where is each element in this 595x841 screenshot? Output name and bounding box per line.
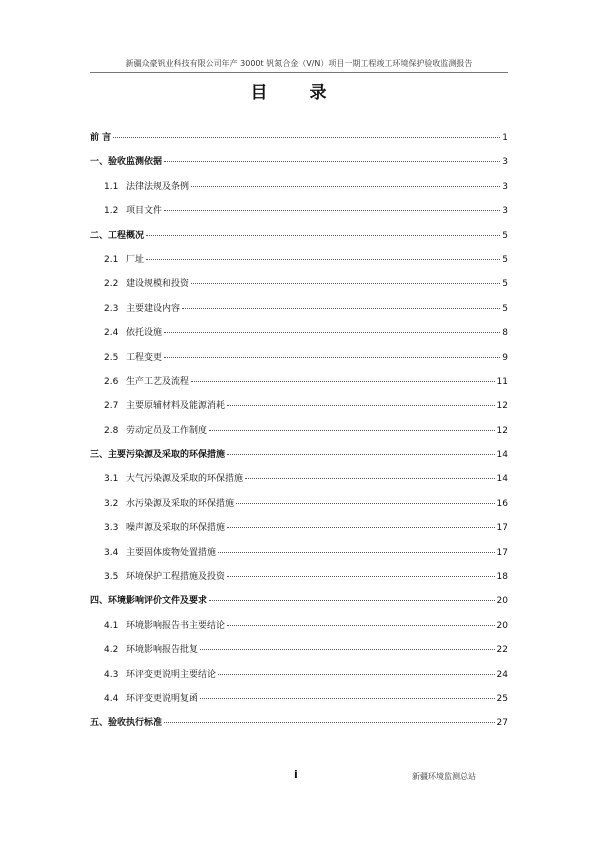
toc-entry-label: 环境保护工程措施及投资 xyxy=(126,572,226,583)
dot-leader xyxy=(182,308,500,309)
toc-section-entry[interactable] xyxy=(90,423,508,447)
toc-entry-label: 环境影响报告书主要结论 xyxy=(126,620,226,631)
toc-section-entry[interactable] xyxy=(90,203,508,227)
toc-entry-label: 水污染源及采取的环保措施 xyxy=(126,498,235,509)
toc-section-entry[interactable] xyxy=(90,667,508,691)
toc-section-entry[interactable] xyxy=(90,398,508,422)
toc-section-entry[interactable] xyxy=(90,618,508,642)
toc-entry-label: 依托设施 xyxy=(126,328,163,339)
toc-entry-page: 12 xyxy=(496,401,508,412)
toc-chapter-entry[interactable] xyxy=(90,715,508,739)
toc-section-entry[interactable] xyxy=(90,276,508,300)
toc-entry-page: 20 xyxy=(496,596,508,607)
toc-entry-label: 建设规模和投资 xyxy=(126,279,190,290)
toc-section-entry[interactable] xyxy=(90,252,508,276)
toc-section-entry[interactable] xyxy=(90,569,508,593)
toc-entry-number: 2.4 xyxy=(104,328,119,339)
dot-leader xyxy=(200,649,495,650)
toc-entry-number: 2.2 xyxy=(104,279,119,290)
toc-entry-page: 25 xyxy=(496,693,508,704)
toc-entry-page: 27 xyxy=(496,718,508,729)
toc-entry-label: 劳动定员及工作制度 xyxy=(126,425,208,436)
toc-entry-number: 2.6 xyxy=(104,376,119,387)
dot-leader xyxy=(164,332,500,333)
toc-entry-number: 1.1 xyxy=(104,181,119,192)
dot-leader xyxy=(245,478,495,479)
dot-leader xyxy=(218,552,495,553)
toc-chapter-entry[interactable] xyxy=(90,593,508,617)
toc-entry-label: 前 言 xyxy=(90,133,112,143)
toc-entry-page: 5 xyxy=(502,254,508,265)
dot-leader xyxy=(227,527,495,528)
toc-entry-number: 2.8 xyxy=(104,425,119,436)
toc-entry-number: 3.1 xyxy=(104,474,119,485)
toc-entry-page: 17 xyxy=(496,523,508,534)
dot-leader xyxy=(146,259,500,260)
toc-entry-label: 三、主要污染源及采取的环保措施 xyxy=(90,450,226,461)
toc-entry-number: 4.2 xyxy=(104,645,119,656)
dot-leader xyxy=(227,576,495,577)
toc-entry-page: 1 xyxy=(502,133,508,143)
toc-entry-label: 项目文件 xyxy=(126,206,163,217)
toc-entry-page: 11 xyxy=(496,376,508,387)
toc-entry-page: 5 xyxy=(502,279,508,290)
toc-entry-label: 环评变更说明复函 xyxy=(126,693,199,704)
toc-chapter-entry[interactable] xyxy=(90,154,508,178)
toc-entry-page: 5 xyxy=(502,230,508,241)
toc-entry-page: 9 xyxy=(502,352,508,363)
dot-leader xyxy=(209,430,495,431)
toc-entry-label: 生产工艺及流程 xyxy=(126,376,190,387)
toc-entry-page: 8 xyxy=(502,328,508,339)
toc-section-entry[interactable] xyxy=(90,374,508,398)
toc-entry-number: 2.1 xyxy=(104,254,119,265)
toc-entry-label: 一、验收监测依据 xyxy=(90,157,163,168)
dot-leader xyxy=(200,698,495,699)
toc-entry-label: 四、环境影响评价文件及要求 xyxy=(90,596,208,607)
toc-entry-number: 2.3 xyxy=(104,303,119,314)
toc-section-entry[interactable] xyxy=(90,179,508,203)
toc-entry-number: 3.4 xyxy=(104,547,119,558)
dot-leader xyxy=(113,137,500,138)
dot-leader xyxy=(164,210,500,211)
dot-leader xyxy=(227,405,495,406)
toc-entry-label: 环评变更说明主要结论 xyxy=(126,669,217,680)
toc-entry-page: 12 xyxy=(496,425,508,436)
toc-entry-number: 4.4 xyxy=(104,693,119,704)
running-header: 新疆众豪钒业科技有限公司年产 3000t 钒氮合金（V/N）项目一期工程竣工环境保护验收监测报告 xyxy=(90,58,508,73)
toc-entry-page: 22 xyxy=(496,645,508,656)
toc-entry-page: 17 xyxy=(496,547,508,558)
toc-entry-label: 环境影响报告批复 xyxy=(126,645,199,656)
toc-section-entry[interactable] xyxy=(90,471,508,495)
page-title: 目 录 xyxy=(250,83,345,103)
toc-section-entry[interactable] xyxy=(90,691,508,715)
dot-leader xyxy=(236,503,495,504)
toc-chapter-entry[interactable] xyxy=(90,228,508,252)
toc-entry-number: 3.2 xyxy=(104,498,119,509)
dot-leader xyxy=(191,186,500,187)
dot-leader xyxy=(191,381,495,382)
toc-entry-page: 3 xyxy=(502,181,508,192)
toc-entry-label: 二、工程概况 xyxy=(90,230,145,241)
toc-entry-label: 主要固体废物处置措施 xyxy=(126,547,217,558)
toc-entry-number: 2.7 xyxy=(104,401,119,412)
dot-leader xyxy=(227,625,495,626)
toc-section-entry[interactable] xyxy=(90,496,508,520)
dot-leader xyxy=(227,454,495,455)
dot-leader xyxy=(191,283,500,284)
toc-entry-label: 主要原辅材料及能源消耗 xyxy=(126,401,226,412)
toc-entry-label: 噪声源及采取的环保措施 xyxy=(126,523,226,534)
toc-chapter-entry[interactable] xyxy=(90,447,508,471)
toc-entry-label: 主要建设内容 xyxy=(126,303,181,314)
toc-entry-number: 3.3 xyxy=(104,523,119,534)
toc-entry-page: 24 xyxy=(496,669,508,680)
dot-leader xyxy=(164,161,500,162)
toc-entry-label: 五、验收执行标准 xyxy=(90,718,163,729)
toc-chapter-entry[interactable] xyxy=(90,130,508,154)
toc-entry-page: 3 xyxy=(502,206,508,217)
toc-entry-number: 3.5 xyxy=(104,572,119,583)
table-of-contents xyxy=(90,130,508,740)
toc-entry-page: 5 xyxy=(502,303,508,314)
toc-entry-page: 3 xyxy=(502,157,508,168)
toc-entry-page: 16 xyxy=(496,498,508,509)
footer-organization: 新疆环境监测总站 xyxy=(412,772,476,781)
toc-entry-label: 厂址 xyxy=(126,254,145,265)
toc-entry-page: 20 xyxy=(496,620,508,631)
dot-leader xyxy=(209,600,495,601)
toc-section-entry[interactable] xyxy=(90,350,508,374)
dot-leader xyxy=(164,357,500,358)
toc-section-entry[interactable] xyxy=(90,520,508,544)
toc-section-entry[interactable] xyxy=(90,642,508,666)
toc-entry-label: 大气污染源及采取的环保措施 xyxy=(126,474,244,485)
toc-entry-number: 2.5 xyxy=(104,352,119,363)
toc-entry-page: 14 xyxy=(496,474,508,485)
toc-entry-page: 18 xyxy=(496,572,508,583)
dot-leader xyxy=(164,722,495,723)
toc-entry-label: 法律法规及条例 xyxy=(126,181,190,192)
toc-section-entry[interactable] xyxy=(90,325,508,349)
dot-leader xyxy=(218,674,495,675)
page-number: i xyxy=(294,768,298,781)
toc-entry-number: 1.2 xyxy=(104,206,119,217)
toc-entry-number: 4.1 xyxy=(104,620,119,631)
dot-leader xyxy=(146,235,500,236)
toc-entry-page: 14 xyxy=(496,450,508,461)
toc-section-entry[interactable] xyxy=(90,545,508,569)
toc-section-entry[interactable] xyxy=(90,301,508,325)
toc-entry-number: 4.3 xyxy=(104,669,119,680)
toc-entry-label: 工程变更 xyxy=(126,352,163,363)
